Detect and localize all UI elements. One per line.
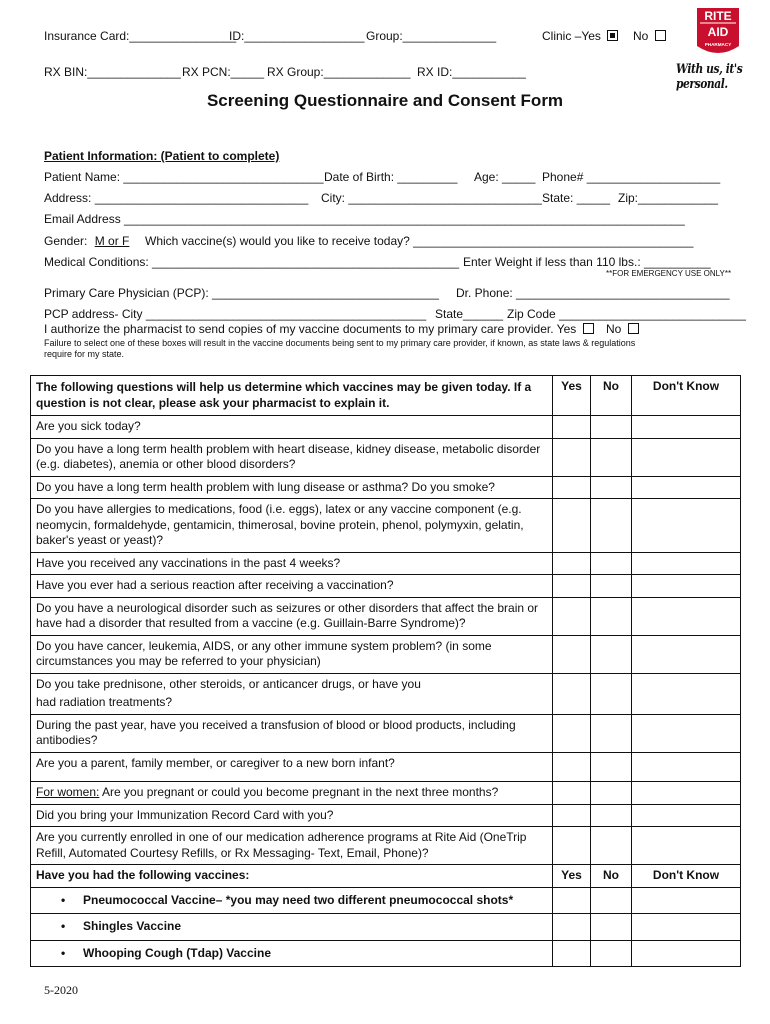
questionnaire-intro: The following questions will help us determine which vaccines may be given today. If a question is not clear, please ask your pharmacist to explain it.: [31, 376, 553, 416]
dob-field[interactable]: Date of Birth: _________: [324, 170, 458, 184]
question-row: [31, 552, 741, 575]
question-row: [31, 752, 741, 782]
table-header-row: [31, 376, 741, 416]
question-row: [31, 827, 741, 865]
answer-no-cell[interactable]: [591, 673, 632, 714]
answer-yes-cell[interactable]: [553, 597, 591, 635]
answer-no-cell[interactable]: [591, 782, 632, 805]
answer-yes-cell[interactable]: [553, 635, 591, 673]
pcp-address-field[interactable]: PCP address- City __________________________________________: [44, 307, 427, 321]
clinic-no-option[interactable]: [633, 29, 666, 43]
medical-conditions-field[interactable]: Medical Conditions: ______________________________________________: [44, 255, 460, 269]
answer-dont-know-cell[interactable]: [632, 499, 741, 553]
answer-dont-know-cell[interactable]: [632, 476, 741, 499]
answer-dont-know-cell[interactable]: [632, 940, 741, 967]
answer-no-cell[interactable]: [591, 416, 632, 439]
answer-dont-know-cell[interactable]: [632, 752, 741, 782]
vaccines-col-no-header: No: [591, 865, 632, 888]
answer-no-cell[interactable]: [591, 940, 632, 967]
women-question: Are you pregnant or could you become pregnant in the next three months?: [99, 785, 499, 799]
col-no-header: No: [591, 376, 632, 416]
question-text: Do you have a long term health problem with lung disease or asthma? Do you smoke?: [31, 476, 553, 499]
clinic-yes-checkbox[interactable]: [607, 30, 618, 41]
answer-dont-know-cell[interactable]: [632, 887, 741, 914]
answer-dont-know-cell[interactable]: [632, 804, 741, 827]
answer-yes-cell[interactable]: [553, 714, 591, 752]
logo-line3: PHARMACY: [704, 42, 732, 47]
question-text: [31, 673, 553, 714]
answer-yes-cell[interactable]: [553, 914, 591, 941]
patient-name-field[interactable]: Patient Name: ______________________________: [44, 170, 324, 184]
answer-yes-cell[interactable]: [553, 673, 591, 714]
answer-dont-know-cell[interactable]: [632, 827, 741, 865]
question-row: [31, 476, 741, 499]
answer-no-cell[interactable]: [591, 752, 632, 782]
vaccines-col-yes-header: Yes: [553, 865, 591, 888]
pcp-state-field[interactable]: State______: [435, 307, 504, 321]
question-row: [31, 438, 741, 476]
answer-no-cell[interactable]: [591, 887, 632, 914]
answer-yes-cell[interactable]: [553, 552, 591, 575]
vaccines-col-dont-know-header: Don't Know: [632, 865, 741, 888]
clinic-yes-option[interactable]: [542, 29, 618, 43]
answer-no-cell[interactable]: [591, 438, 632, 476]
answer-yes-cell[interactable]: [553, 476, 591, 499]
dr-phone-field[interactable]: Dr. Phone: ________________________________: [456, 286, 730, 300]
answer-no-cell[interactable]: [591, 552, 632, 575]
answer-no-cell[interactable]: [591, 575, 632, 598]
vaccine-name: Whooping Cough (Tdap) Vaccine: [83, 945, 271, 960]
answer-no-cell[interactable]: [591, 597, 632, 635]
city-field[interactable]: City: _____________________________: [321, 191, 542, 205]
question-text: Are you a parent, family member, or caregiver to a new born infant?: [31, 752, 553, 782]
phone-field[interactable]: Phone# ____________________: [542, 170, 721, 184]
col-dont-know-header: Don't Know: [632, 376, 741, 416]
question-row: [31, 499, 741, 553]
answer-yes-cell[interactable]: [553, 438, 591, 476]
state-field[interactable]: State: _____: [542, 191, 611, 205]
vaccine-item: [31, 914, 553, 941]
bullet-icon: •: [61, 892, 66, 907]
failure-note-line2: require for my state.: [44, 349, 125, 359]
logo-line2: AID: [707, 25, 729, 39]
pcp-field[interactable]: Primary Care Physician (PCP): __________________________________: [44, 286, 439, 300]
question-text: Have you ever had a serious reaction after receiving a vaccination?: [31, 575, 553, 598]
vaccine-request-field[interactable]: Which vaccine(s) would you like to receive today? __________________________________________: [145, 234, 694, 248]
answer-dont-know-cell[interactable]: [632, 438, 741, 476]
question-row: [31, 782, 741, 805]
answer-dont-know-cell[interactable]: [632, 673, 741, 714]
email-field[interactable]: Email Address ____________________________________________________________________________________: [44, 212, 685, 226]
answer-yes-cell[interactable]: [553, 804, 591, 827]
screening-questionnaire-table: [30, 375, 741, 967]
vaccine-name: Shingles Vaccine: [83, 919, 182, 933]
clinic-no-label: No: [633, 29, 649, 43]
rx-bin-field[interactable]: RX BIN:______________: [44, 65, 181, 79]
gender-options[interactable]: M or F: [94, 234, 130, 248]
answer-yes-cell[interactable]: [553, 782, 591, 805]
logo-line1: RITE: [704, 9, 732, 23]
vaccine-row: [31, 914, 741, 941]
answer-dont-know-cell[interactable]: [632, 597, 741, 635]
bullet-icon: •: [61, 945, 66, 960]
answer-yes-cell[interactable]: [553, 827, 591, 865]
clinic-yes-label: Clinic –Yes: [542, 29, 601, 43]
bullet-icon: •: [61, 919, 66, 933]
answer-no-cell[interactable]: [591, 827, 632, 865]
logo-tagline: With us, it's personal.: [676, 62, 743, 92]
answer-no-cell[interactable]: [591, 635, 632, 673]
authorize-no-checkbox[interactable]: [628, 323, 639, 334]
zip-field[interactable]: Zip:____________: [618, 191, 719, 205]
answer-no-cell[interactable]: [591, 914, 632, 941]
authorize-no-label: No: [605, 322, 622, 336]
rite-aid-logo: [695, 6, 741, 58]
emergency-note: **FOR EMERGENCY USE ONLY**: [606, 269, 732, 278]
failure-note-line1: Failure to select one of these boxes will result in the vaccine documents being sent to my primary care provider, if known, as state laws & regulations: [44, 338, 636, 348]
vaccine-name: Pneumococcal Vaccine– *you may need two different pneumococcal shots*: [83, 892, 514, 907]
question-text: During the past year, have you received a transfusion of blood or blood products, including antibodies?: [31, 714, 553, 752]
question-text: [31, 782, 553, 805]
pcp-zip-field[interactable]: Zip Code ____________________________: [507, 307, 746, 321]
answer-dont-know-cell[interactable]: [632, 635, 741, 673]
answer-dont-know-cell[interactable]: [632, 782, 741, 805]
age-field[interactable]: Age: _____: [474, 170, 536, 184]
rx-id-field[interactable]: RX ID:___________: [417, 65, 526, 79]
vaccine-row: [31, 887, 741, 914]
question-row: [31, 804, 741, 827]
question-row: [31, 714, 741, 752]
authorize-row: [44, 322, 639, 336]
col-yes-header: Yes: [553, 376, 591, 416]
question-text: Are you currently enrolled in one of our medication adherence programs at Rite Aid (OneTrip Refill, Automated Courtesy Refills, or Rx Messaging- Text, Email, Phone)?: [31, 827, 553, 865]
group-field[interactable]: Group:______________: [366, 29, 497, 43]
answer-dont-know-cell[interactable]: [632, 914, 741, 941]
gender-row: [44, 234, 129, 248]
rx-group-field[interactable]: RX Group:_____________: [267, 65, 411, 79]
insurance-card-field[interactable]: Insurance Card:________________: [44, 29, 237, 43]
answer-yes-cell[interactable]: [553, 887, 591, 914]
answer-dont-know-cell[interactable]: [632, 416, 741, 439]
answer-yes-cell[interactable]: [553, 575, 591, 598]
question-row: [31, 635, 741, 673]
question-row: [31, 673, 741, 714]
answer-no-cell[interactable]: [591, 499, 632, 553]
weight-field[interactable]: Enter Weight if less than 110 lbs.: __________: [463, 255, 711, 269]
vaccine-item: [31, 940, 553, 967]
id-field[interactable]: ID:__________________: [229, 29, 365, 43]
question-text: Do you have cancer, leukemia, AIDS, or any other immune system problem? (in some circumstances you may be referred to your physician): [31, 635, 553, 673]
vaccine-item: [31, 887, 553, 914]
patient-info-heading: Patient Information: (Patient to complete): [44, 149, 280, 163]
authorize-yes-checkbox[interactable]: [583, 323, 594, 334]
answer-yes-cell[interactable]: [553, 499, 591, 553]
question-text: Have you received any vaccinations in the past 4 weeks?: [31, 552, 553, 575]
answer-dont-know-cell[interactable]: [632, 552, 741, 575]
question-text: Are you sick today?: [31, 416, 553, 439]
clinic-no-checkbox[interactable]: [655, 30, 666, 41]
question-text-line1: Do you take prednisone, other steroids, or anticancer drugs, or have you: [36, 676, 421, 691]
question-text: Do you have a long term health problem with heart disease, kidney disease, metabolic disorder (e.g. diabetes), anemia or other blood disorders?: [31, 438, 553, 476]
question-row: [31, 597, 741, 635]
gender-label: Gender:: [44, 234, 88, 248]
question-text: Do you have allergies to medications, food (i.e. eggs), latex or any vaccine component (e.g. neomycin, formaldehyde, gentamicin, thimerosal, bovine protein, phenol, polymyxin, gelatin, baker's yeast or yeast)?: [31, 499, 553, 553]
answer-yes-cell[interactable]: [553, 416, 591, 439]
answer-no-cell[interactable]: [591, 714, 632, 752]
answer-yes-cell[interactable]: [553, 940, 591, 967]
question-row: [31, 575, 741, 598]
question-text: Did you bring your Immunization Record Card with you?: [31, 804, 553, 827]
vaccines-header-row: [31, 865, 741, 888]
answer-dont-know-cell[interactable]: [632, 714, 741, 752]
question-text-line2: had radiation treatments?: [36, 695, 173, 709]
question-row: [31, 416, 741, 439]
vaccines-heading: Have you had the following vaccines:: [31, 865, 553, 888]
address-field[interactable]: Address: ________________________________: [44, 191, 309, 205]
authorize-text: I authorize the pharmacist to send copies of my vaccine documents to my primary care provider. Yes: [44, 322, 577, 336]
question-text: Do you have a neurological disorder such as seizures or other disorders that affect the brain or have had a disorder that resulted from a vaccine (e.g. Guillain-Barre Syndrome)?: [31, 597, 553, 635]
page-title: Screening Questionnaire and Consent Form: [206, 91, 564, 110]
rx-pcn-field[interactable]: RX PCN:_____: [182, 65, 265, 79]
answer-yes-cell[interactable]: [553, 752, 591, 782]
vaccine-row: [31, 940, 741, 967]
footer-date: 5-2020: [44, 983, 78, 997]
women-label: For women:: [36, 785, 100, 799]
answer-dont-know-cell[interactable]: [632, 575, 741, 598]
answer-no-cell[interactable]: [591, 476, 632, 499]
answer-no-cell[interactable]: [591, 804, 632, 827]
